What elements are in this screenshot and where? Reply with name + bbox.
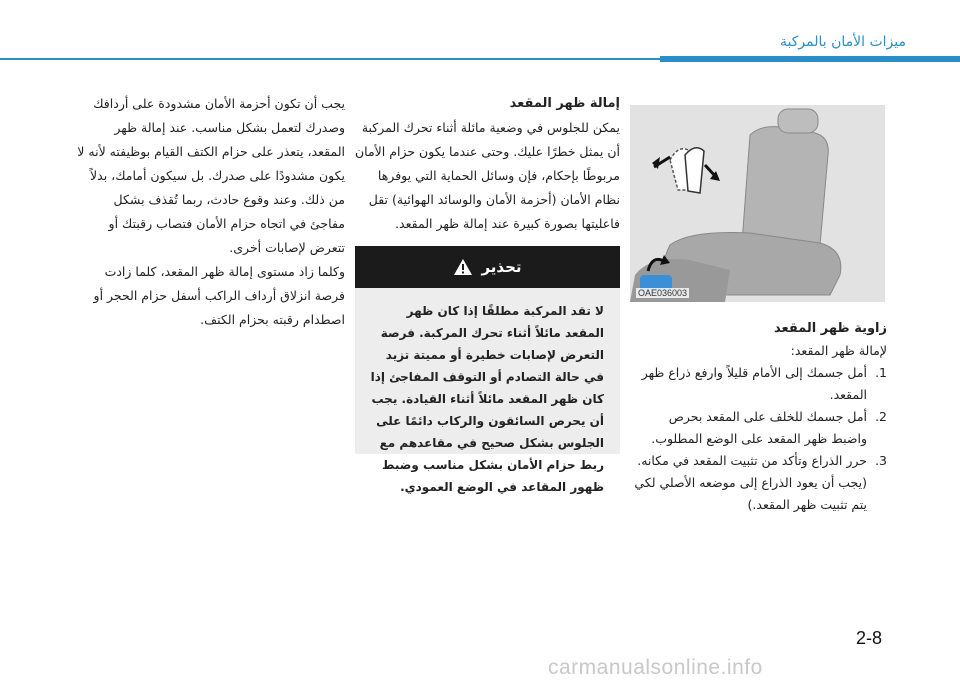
header-rule-accent — [660, 56, 960, 62]
step-text: أمل جسمك للخلف على المقعد بحرص واضبط ظهر المقعد على الوضع المطلوب. — [651, 409, 867, 446]
seatback-angle-title: زاوية ظهر المقعد — [773, 321, 887, 336]
step-number: 1. — [875, 365, 887, 380]
recline-instructions — [630, 318, 887, 516]
seat-figure — [630, 105, 885, 302]
warning-triangle-icon — [453, 258, 473, 276]
left-column — [75, 92, 345, 332]
middle-column — [355, 92, 620, 236]
step-number: 3. — [875, 453, 887, 468]
warning-header — [355, 246, 620, 288]
figure-caption: OAE036003 — [638, 288, 688, 298]
step-text: أمل جسمك إلى الأمام قليلاً وارفع ذراع ظهر المقعد. — [641, 365, 867, 402]
step-text: حرر الذراع وتأكد من تثبيت المقعد في مكانه. (يجب أن يعود الذراع إلى موضعه الأصلي لكي يتم تثبيت ظهر المقعد.) — [634, 453, 867, 512]
reclining-title: إمالة ظهر المقعد — [509, 96, 620, 111]
seatback-intro: لإمالة ظهر المقعد: — [790, 343, 887, 358]
watermark: carmanualsonline.info — [548, 656, 763, 679]
step-number: 2. — [875, 409, 887, 424]
list-item — [630, 362, 887, 406]
list-item — [630, 406, 887, 450]
header-title: ميزات الأمان بالمركبة — [780, 34, 906, 50]
left-paragraph-1: يجب أن تكون أحزمة الأمان مشدودة على أردافك وصدرك لتعمل بشكل مناسب. عند إمالة ظهر المقعد، يتعذر على حزام الكتف القيام بوظيفته لأنه لا يكون مشدودًا على صدرك. بل سيكون أمامك، بدلاً من ذلك. وعند وقوع حادث، ربما تُقذف بشكل مفاجئ في اتجاه حزام الأمان فتصاب رقبتك أو تتعرض لإصابات أخرى. — [77, 96, 345, 255]
left-paragraph-2: وكلما زاد مستوى إمالة ظهر المقعد، كلما زادت فرصة انزلاق أرداف الراكب أسفل حزام الحجر أو اصطدام رقبته بحزام الكتف. — [93, 264, 345, 327]
page-number: 2-8 — [856, 628, 883, 648]
warning-box — [355, 246, 620, 494]
reclining-paragraph: يمكن للجلوس في وضعية مائلة أثناء تحرك المركبة أن يمثل خطرًا عليك. وحتى عندما يكون حزام الأمان مربوطًا بإحكام، فإن وسائل الحماية التي يوفرها نظام الأمان (أحزمة الأمان والوسائد الهوائية) تقل فاعليتها بصورة كبيرة عند إمالة ظهر المقعد. — [354, 120, 620, 231]
car-seat-illustration — [630, 105, 885, 302]
warning-text: لا تقد المركبة مطلقًا إذا كان ظهر المقعد مائلاً أثناء تحرك المركبة. فرصة التعرض لإصابات خطيرة أو مميتة تزيد في حالة التصادم أو التوقف المفاجئ إذا كان ظهر المقعد مائلاً أثناء القيادة. يجب أن يحرص السائقون والركاب دائمًا على الجلوس بشكل صحيح في مقاعدهم مع ربط حزام الأمان بشكل مناسب وضبط ظهور المقاعد في الوضع العمودي. — [370, 304, 604, 494]
list-item — [630, 450, 887, 516]
warning-heading: تحذير — [481, 258, 522, 276]
